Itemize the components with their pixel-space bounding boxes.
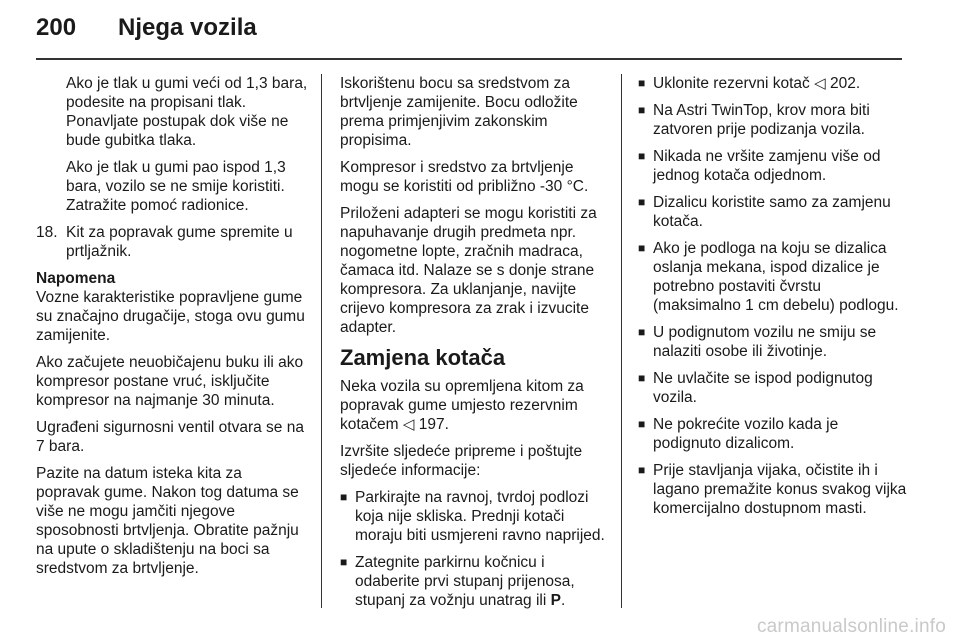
list-item-text: Nikada ne vršite zamjenu više od jednog kotača odjednom. [653,148,881,184]
page-ref-arrow-icon: ◁ [402,416,415,433]
bullet-icon: ■ [638,149,646,163]
column-1 [36,74,308,586]
list-item [340,553,610,610]
column-3 [638,74,908,526]
paragraph-text: Neka vozila su opremljena kitom za popravak gume umjesto rezervnim kotačem [340,378,584,433]
list-item [638,415,908,453]
bullet-icon: ■ [638,325,646,339]
numbered-step-18 [36,223,308,261]
list-item [638,193,908,231]
page-ref-arrow-icon: ◁ [814,75,826,92]
bullet-icon: ■ [340,555,348,569]
list-item-text: Parkirajte na ravnoj, tvrdoj podlozi koja nije skliska. Prednji kotači moraju biti usmjereni ravno naprijed. [355,489,605,544]
note-paragraph: Ugrađeni sigurnosni ventil otvara se na 7 bara. [36,419,304,455]
page-ref-link[interactable]: 197. [418,416,449,433]
list-item-text: U podignutom vozilu ne smiju se nalaziti osobe ili životinje. [653,324,877,360]
note-title: Napomena [36,270,116,287]
indented-paragraph: Ako je tlak u gumi veći od 1,3 bara, podesite na propisani tlak. Ponavljate postupak dok više ne bude gubitka tlaka. [66,75,308,149]
list-item [638,101,908,139]
list-item-text: Na Astri TwinTop, krov mora biti zatvoren prije podizanja vozila. [653,102,870,138]
list-item [638,239,908,315]
bullet-icon: ■ [340,490,348,504]
list-item-text: Dizalicu koristite samo za zamjenu kotača. [653,194,891,230]
note-paragraph: Ako začujete neuobičajenu buku ili ako kompresor postane vruć, isključite kompresor na najmanje 30 minuta. [36,354,304,409]
bullet-icon: ■ [638,417,646,431]
indented-paragraph: Ako je tlak u gumi pao ispod 1,3 bara, vozilo se ne smije koristiti. Zatražite pomoć radionice. [66,159,286,214]
note-paragraph: Vozne karakteristike popravljene gume su značajno drugačije, stoga ovu gumu zamijenite. [36,289,305,344]
list-item-text [355,553,610,610]
paragraph [340,377,610,434]
column-divider-1 [321,74,322,608]
bullet-icon: ■ [638,371,646,385]
page-title: Njega vozila [118,14,257,41]
page-number: 200 [36,14,77,41]
list-item-text: Prije stavljanja vijaka, očistite ih i lagano premažite konus svakog vijka komercijalno dostupnom masti. [653,462,907,517]
list-item [638,323,908,361]
section-heading: Zamjena kotača [340,345,506,370]
bullet-icon: ■ [638,76,646,90]
header-rule [36,58,902,60]
note-paragraph: Pazite na datum isteka kita za popravak gume. Nakon tog datuma se više ne mogu jamčiti njegove sposobnosti brtvljenja. Obratite pažnju na upute o skladištenju na boci sa sredstvom za brtvljenje. [36,465,299,577]
list-item-text: Ne pokrećite vozilo kada je podignuto dizalicom. [653,416,839,452]
list-item [340,488,610,545]
gear-p-label: P [550,592,561,609]
list-item-text [653,74,860,93]
watermark: carmanualsonline.info [756,616,946,637]
list-item-text-main: Zategnite parkirnu kočnicu i odaberite prvi stupanj prijenosa, stupanj za vožnju unatrag ili [355,554,575,609]
column-divider-2 [621,74,622,608]
paragraph: Kompresor i sredstvo za brtvljenje mogu se koristiti od približno -30 °C. [340,159,589,195]
list-item-text: Ako je podloga na koju se dizalica oslanja mekana, ispod dizalice je potrebno postaviti čvrstu (maksimalno 1 cm debelu) podlogu. [653,240,899,314]
step-text: Kit za popravak gume spremite u prtljažnik. [66,224,293,260]
list-item [638,147,908,185]
step-number: 18. [36,224,58,241]
list-item [638,74,908,93]
bullet-list [340,488,610,610]
list-item-text: Ne uvlačite se ispod podignutog vozila. [653,370,873,406]
list-item [638,461,908,518]
list-item-text-main: Uklonite rezervni kotač [653,75,810,92]
paragraph: Priloženi adapteri se mogu koristiti za napuhavanje drugih predmeta npr. nogometne lopte, zračnih madraca, čamaca itd. Nalaze se s donje strane kompresora. Za uklanjanje, navijte crijevo kompresora za zrak i izvucite adapter. [340,205,597,336]
list-item [638,369,908,407]
bullet-icon: ■ [638,241,646,255]
bullet-icon: ■ [638,103,646,117]
list-item-text-end: . [560,592,566,609]
bullet-icon: ■ [638,463,646,477]
paragraph: Iskorištenu bocu sa sredstvom za brtvljenje zamijenite. Bocu odložite prema primjenjivim zakonskim propisima. [340,75,578,149]
paragraph: Izvršite sljedeće pripreme i poštujte sljedeće informacije: [340,443,583,479]
bullet-icon: ■ [638,195,646,209]
page-ref-link[interactable]: 202. [829,75,861,92]
column-2 [340,74,610,618]
bullet-list [638,74,908,518]
